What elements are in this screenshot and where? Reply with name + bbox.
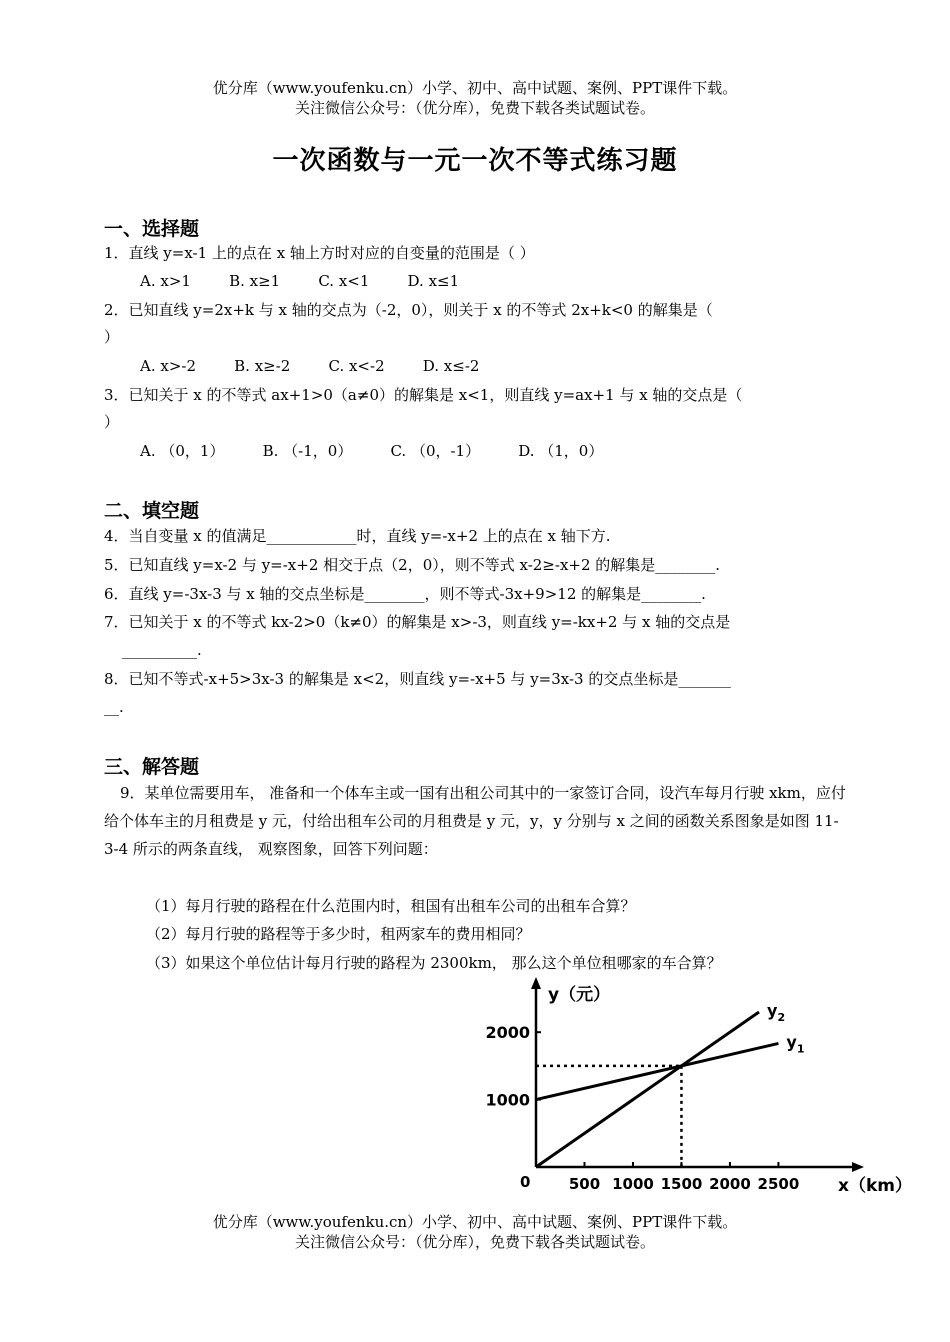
x-axis-label: x（km）: [838, 1176, 912, 1196]
series-label-y1: $y_1$: [786, 1032, 805, 1056]
question-8-cont: __.: [104, 698, 124, 716]
series-line-y2: [536, 1012, 759, 1167]
question-2-cont: ）: [104, 328, 120, 346]
page-title: 一次函数与一元一次不等式练习题: [272, 146, 678, 176]
section-heading-fill: 二、填空题: [104, 500, 200, 522]
question-1-options: A. x>1 B. x≥1 C. x<1 D. x≤1: [140, 272, 460, 290]
question-7-cont: __________.: [122, 641, 202, 659]
header-line-1: 优分库（www.youfenku.cn）小学、初中、高中试题、案例、PPT课件下载。: [212, 79, 738, 97]
question-5: 5．已知直线 y=x-2 与 y=-x+2 相交于点（2，0），则不等式 x-2≥-x+2 的解集是________.: [104, 556, 721, 574]
x-tick-label: 1000: [612, 1175, 654, 1193]
question-1: 1．直线 y=x-1 上的点在 x 轴上方时对应的自变量的范围是（ ）: [104, 244, 535, 262]
series-label-y2: $y_2$: [767, 1000, 786, 1024]
question-6: 6．直线 y=-3x-3 与 x 轴的交点坐标是________，则不等式-3x+9>12 的解集是________.: [104, 585, 706, 603]
footer-line-2: 关注微信公众号：（优分库），免费下载各类试题试卷。: [294, 1233, 655, 1251]
section-heading-choice: 一、选择题: [104, 218, 200, 240]
x-tick-label: 1500: [660, 1175, 703, 1193]
question-3: 3．已知关于 x 的不等式 ax+1>0（a≠0）的解集是 x<1，则直线 y=ax+1 与 x 轴的交点是（: [104, 386, 743, 404]
y-tick-label: 1000: [485, 1090, 530, 1110]
question-3-cont: ）: [104, 413, 120, 431]
question-8: 8．已知不等式-x+5>3x-3 的解集是 x<2，则直线 y=-x+5 与 y=3x-3 的交点坐标是_______: [104, 670, 731, 688]
question-2-options: A. x>-2 B. x≥-2 C. x<-2 D. x≤-2: [140, 357, 480, 375]
question-9: 9．某单位需要用车， 准备和一个体车主或一国有出租公司其中的一家签订合同，设汽车每月行驶 xkm，应付给个体车主的月租费是 y 元，付给出租车公司的月租费是 y 元，y，y 分别与 x 之间的函数关系图象是如图 11-3-4 所示的两条直线， 观察图象，回答下列问题：: [104, 784, 846, 858]
x-axis-arrow: [852, 1162, 864, 1172]
x-tick-label: 2000: [709, 1175, 751, 1193]
x-tick-label: 2500: [757, 1175, 800, 1193]
question-9-sub-1: （1）每月行驶的路程在什么范围内时，租国有出租车公司的出租车合算？: [146, 897, 636, 915]
header-line-2: 关注微信公众号：（优分库），免费下载各类试题试卷。: [294, 99, 655, 117]
question-2: 2．已知直线 y=2x+k 与 x 轴的交点为（-2，0），则关于 x 的不等式 2x+k<0 的解集是（: [104, 301, 713, 319]
question-9-sub-3: （3）如果这个单位估计每月行驶的路程为 2300km， 那么这个单位租哪家的车合算？: [146, 954, 722, 972]
y-axis-arrow: [531, 977, 541, 989]
footer-line-1: 优分库（www.youfenku.cn）小学、初中、高中试题、案例、PPT课件下载。: [212, 1213, 738, 1231]
x-tick-label: 500: [568, 1175, 601, 1193]
question-9-sub-2: （2）每月行驶的路程等于多少时，租两家车的费用相同？: [146, 925, 531, 943]
question-7: 7．已知关于 x 的不等式 kx-2>0（k≠0）的解集是 x>-3，则直线 y=-kx+2 与 x 轴的交点是: [104, 613, 731, 631]
function-graph: [470, 975, 912, 1205]
question-4: 4．当自变量 x 的值满足____________时，直线 y=-x+2 上的点在 x 轴下方.: [104, 527, 611, 545]
y-tick-label: 2000: [485, 1023, 530, 1043]
series-line-y1: [536, 1043, 778, 1099]
origin-label: 0: [520, 1173, 531, 1191]
y-axis-label: y（元）: [548, 985, 611, 1005]
question-3-options: A. （0，1） B. （-1，0） C. （0，-1） D. （1，0）: [140, 442, 604, 460]
section-heading-answer: 三、解答题: [104, 756, 200, 778]
